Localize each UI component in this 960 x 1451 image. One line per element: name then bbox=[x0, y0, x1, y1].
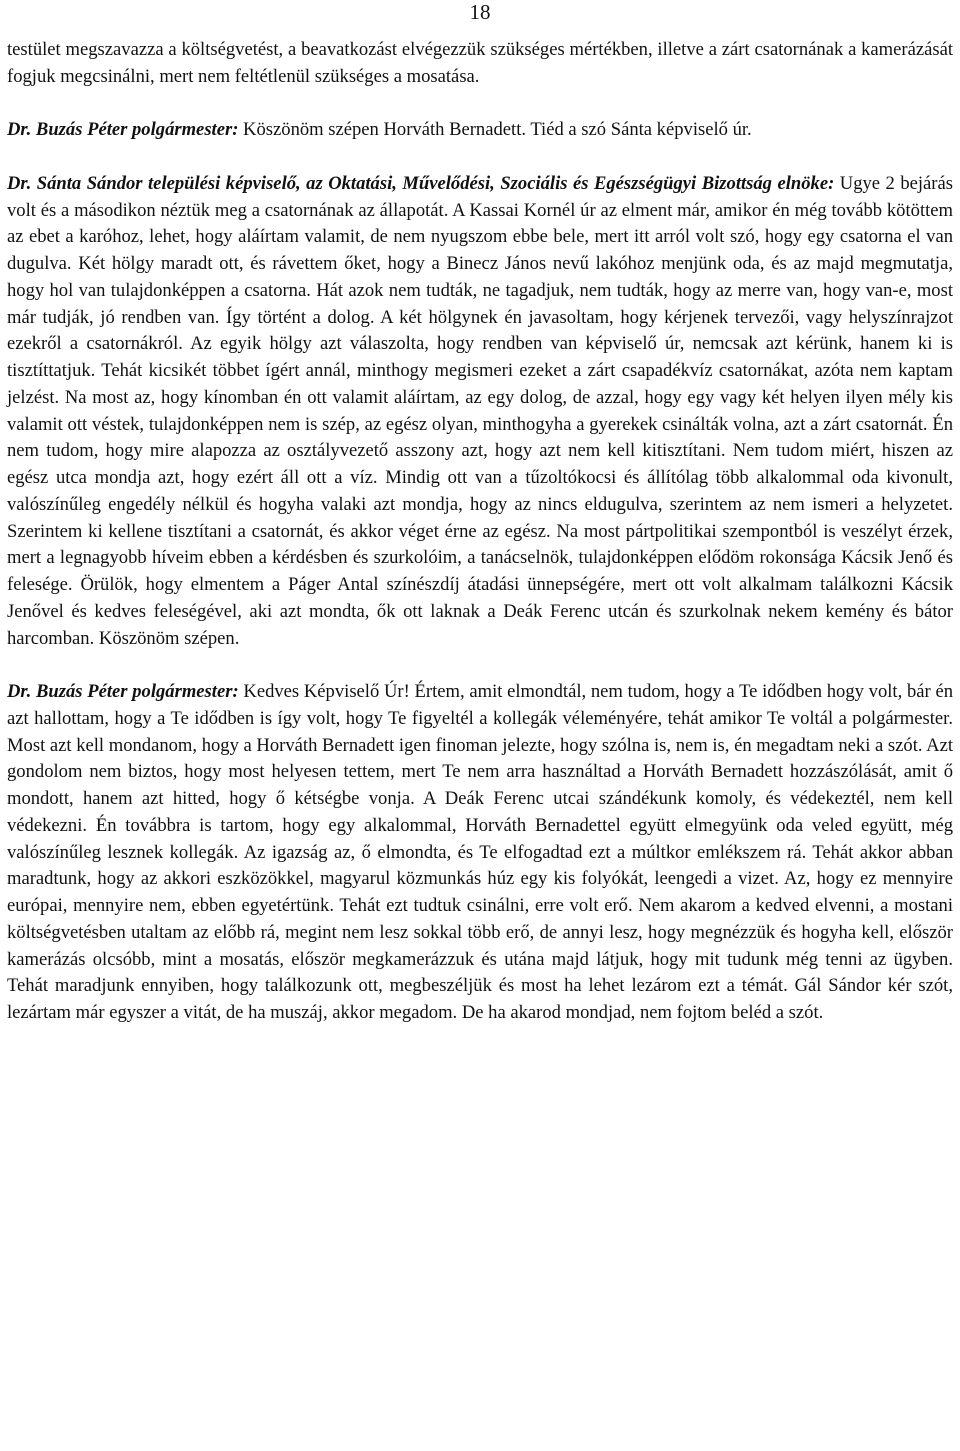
paragraph-text: Köszönöm szépen Horváth Bernadett. Tiéd a szó Sánta képviselő úr. bbox=[238, 119, 752, 141]
paragraph-spacer bbox=[7, 91, 953, 118]
speaker-name: Dr. Buzás Péter polgármester: bbox=[7, 681, 239, 702]
paragraph-2 bbox=[7, 117, 953, 144]
paragraph-spacer bbox=[7, 144, 953, 171]
paragraph-3 bbox=[7, 171, 953, 653]
paragraph-4 bbox=[7, 679, 953, 1027]
paragraph-text: testület megszavazza a költségvetést, a beavatkozást elvégezzük szükséges mértékben, illetve a zárt csatornának a kamerázását fogjuk megcsinálni, mert nem feltétlenül szükséges a mosatása. bbox=[7, 39, 953, 87]
paragraph-text: Ugye 2 bejárás volt és a másodikon néztük meg a csatornának az állapotát. A Kassai Kornél úr az elment már, amikor én még tovább kötöttem az ebet a karóhoz, lehet, hogy aláírtam valamit, de nem nyugszom ebbe bele, mert itt arról volt szó, hogy egy csatorna el van dugulva. Két hölgy maradt ott, és rávettem őket, hogy a Binecz János nevű lakóhoz menjünk oda, és az majd megmutatja, hogy hol van tulajdonképpen a csatorna. Hát azok nem tudták, ne tagadjuk, nem tudták, hogy az merre van, hogy van-e, most már tudják, jó rendben van. Így történt a dolog. A két hölgynek én javasoltam, hogy kérjenek tervezői, vagy helyszínrajzot ezekről a csatornákról. Az egyik hölgy azt válaszolta, hogy rendben van képviselő úr, nemcsak azt kérünk, hanem ki is tisztíttatjuk. Tehát kicsikét többet ígért annál, minthogy megismeri ezeket a zárt csapadékvíz csatornákat, azóta nem kaptam jelzést. Na most az, hogy kínomban én ott valamit aláírtam, az egy dolog, de azzal, hogy egy vagy két helyen ilyen mély kis valamit ott véstek, tulajdonképpen nem is szép, az egész olyan, minthogyha a gyerekek csinálták volna, azt a zárt csatornát. Én nem tudom, hogy mire alapozza az osztályvezető asszony azt, hogy azt nem kell kitisztítani. Nem tudom miért, hiszen az egész utca mondja azt, hogy ezért áll ott a víz. Mindig ott van a tűzoltókocsi és állítólag több alkalommal oda kivonult, valószínűleg engedély nélkül és hogyha valaki azt mondja, hogy az nincs eldugulva, szerintem az nem ismeri a helyzetet. Szerintem ki kellene tisztítani a csatornát, és akkor véget érne az egész. Na most pártpolitikai szempontból is veszélyt érzek, mert a legnagyobb híveim ebben a kérdésben és szurkolóim, a tanácselnök, tulajdonképpen elődöm rokonsága Kácsik Jenő és felesége. Örülök, hogy elmentem a Páger Antal színészdíj átadási ünnepségére, mert ott volt alkalmam találkozni Kácsik Jenővel és kedves feleségével, aki azt mondta, ők ott laknak a Deák Ferenc utcán és szurkolnak nekem kemény és bátor harcomban. Köszönöm szépen. bbox=[7, 172, 953, 649]
speaker-name: Dr. Sánta Sándor települési képviselő, az Oktatási, Művelődési, Szociális és Egészségügyi Bizottság elnöke: bbox=[7, 172, 835, 194]
paragraph-spacer bbox=[7, 652, 953, 679]
document-body bbox=[7, 37, 953, 1027]
paragraph-text: Kedves Képviselő Úr! Értem, amit elmondtál, nem tudom, hogy a Te idődben hogy volt, bár én azt hallottam, hogy a Te idődben is így volt, hogy Te figyeltél a kollegák véleményére, tehát amikor Te voltál a polgármester. Most azt kell mondanom, hogy a Horváth Bernadett igen finoman jelezte, hogy szólna is, nem is, én megadtam neki a szót. Azt gondolom nem biztos, hogy most helyesen tettem, mert Te nem arra használtad a Horváth Bernadett hozzászólását, amit ő mondott, hanem azt hitted, hogy ő kétségbe vonja. A Deák Ferenc utcai szándékunk komoly, és védekeztél, nem kell védekezni. Én továbbra is tartom, hogy egy alkalommal, Horváth Bernadettel együtt elmegyünk oda veled együtt, még valószínűleg lesznek kollegák. Az igazság az, ő elmondta, és Te elfogadtad ezt a múltkor emlékszem rá. Tehát akkor abban maradtunk, hogy az akkori eszközökkel, magyarul közmunkás húz egy kis folyókát, leengedi a vizet. Az, hogy ez mennyire európai, mennyire nem, ebben egyetértünk. Tehát ezt tudtuk csinálni, erre volt erő. Nem akarom a kedved elvenni, a mostani költségvetésben utaltam az előbb rá, megint nem lesz sokkal több erő, de annyi lesz, hogy megnézzük és hogyha kell, először kamerázás olcsóbb, mint a mosatás, először megkamerázzuk és utána majd látjuk, hogy mit tudunk még tenni az ügyben. Tehát maradjunk ennyiben, hogy találkozunk ott, megbeszéljük és most ha lehet lezárom ezt a témát. Gál Sándor kér szót, lezártam már egyszer a vitát, de ha muszáj, akkor megadom. De ha akarod mondjad, nem fojtom beléd a szót. bbox=[7, 681, 953, 1023]
page-number: 18 bbox=[469, 0, 491, 24]
speaker-name: Dr. Buzás Péter polgármester: bbox=[7, 119, 239, 141]
paragraph-1 bbox=[7, 37, 953, 91]
